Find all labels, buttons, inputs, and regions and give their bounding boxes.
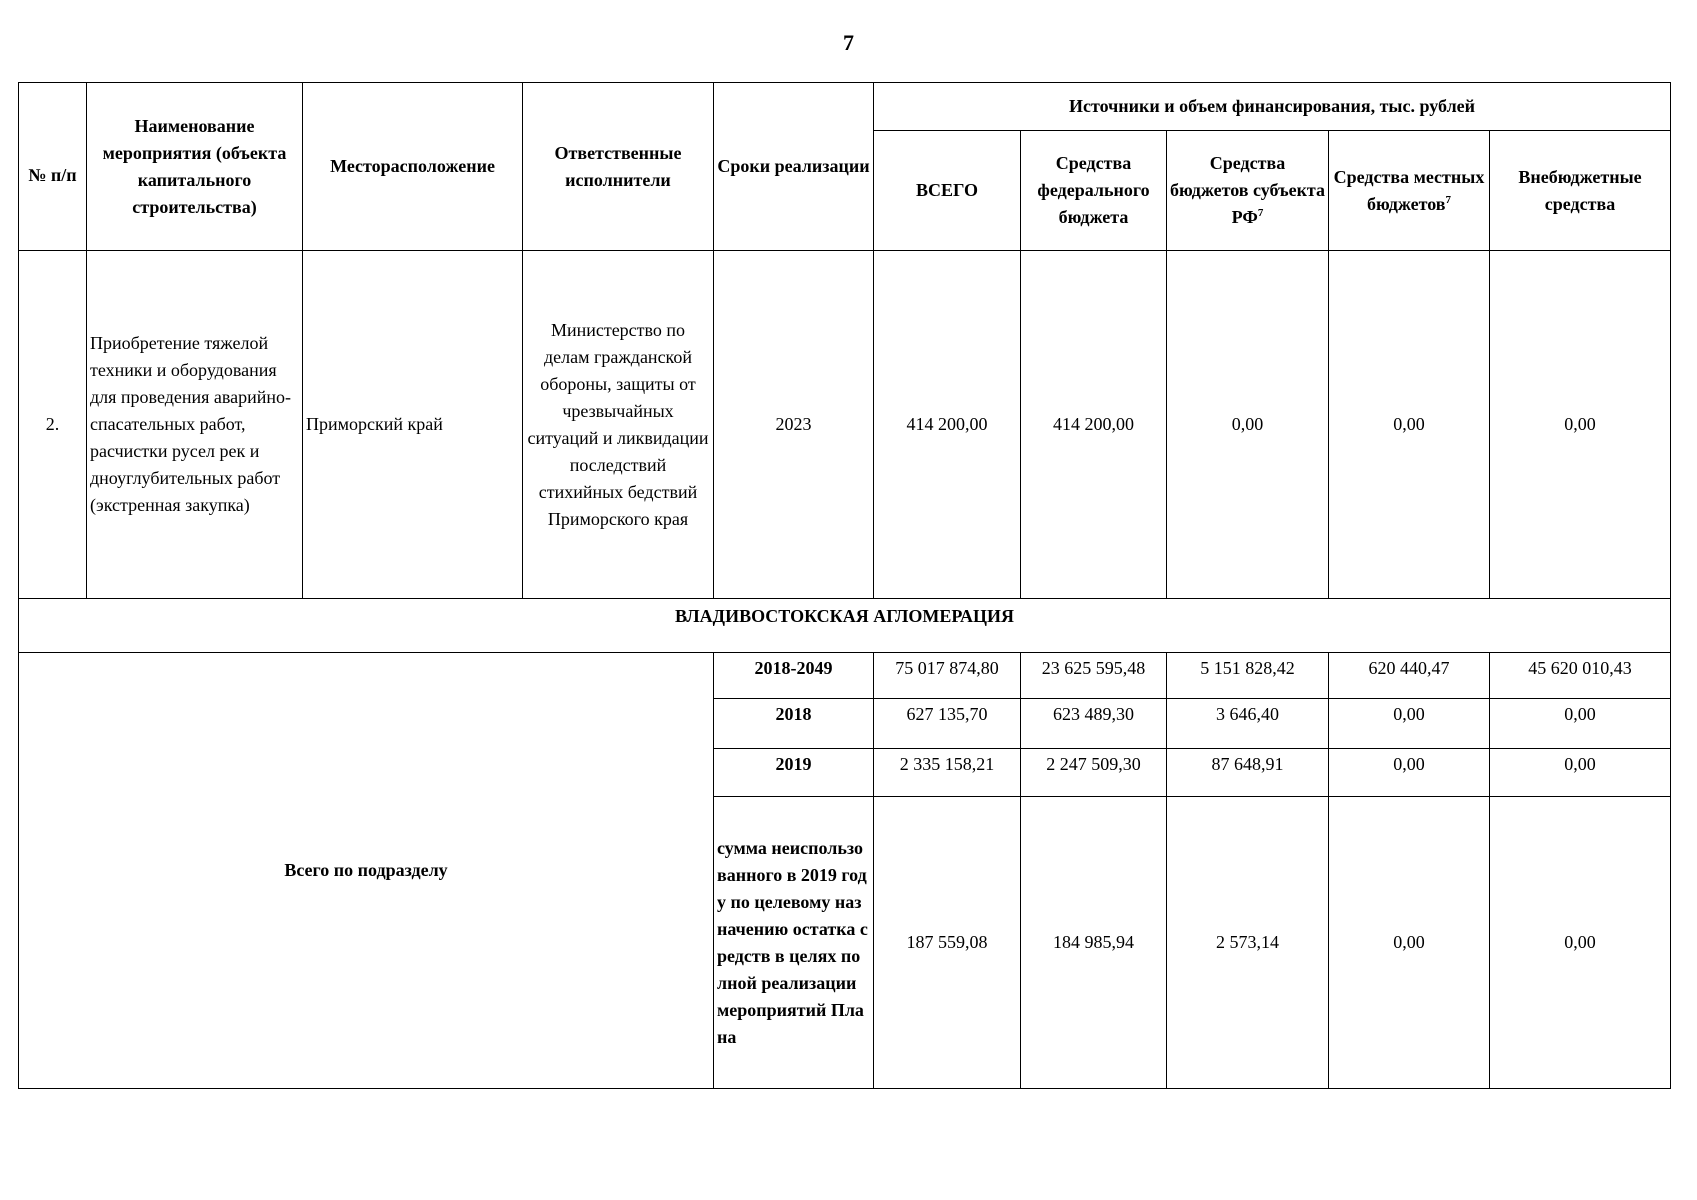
subtotal-label: Всего по подразделу	[19, 653, 714, 1089]
header-period: Сроки реализации	[714, 83, 874, 251]
subtotal-subject: 87 648,91	[1167, 749, 1329, 797]
header-local-footnote: 7	[1445, 193, 1451, 206]
item-local: 0,00	[1329, 251, 1490, 599]
subtotal-total: 187 559,08	[874, 797, 1021, 1089]
header-subject-footnote: 7	[1257, 207, 1264, 219]
subtotal-period: 2018	[714, 699, 874, 749]
subtotal-extra: 0,00	[1490, 797, 1671, 1089]
item-total: 414 200,00	[874, 251, 1021, 599]
subtotal-federal: 623 489,30	[1021, 699, 1167, 749]
item-location: Приморский край	[303, 251, 523, 599]
subtotal-federal: 184 985,94	[1021, 797, 1167, 1089]
item-num: 2.	[19, 251, 87, 599]
subtotal-federal: 2 247 509,30	[1021, 749, 1167, 797]
table-row-subtotal	[19, 653, 1671, 699]
item-period: 2023	[714, 251, 874, 599]
header-local-label: Средства местных бюджетов	[1333, 166, 1485, 214]
subtotal-extra: 0,00	[1490, 699, 1671, 749]
header-subject	[1167, 131, 1329, 251]
header-federal: Средства федерального бюджета	[1021, 131, 1167, 251]
header-total: ВСЕГО	[874, 131, 1021, 251]
item-responsible: Министерство по делам гражданской обороны, защиты от чрезвычайных ситуаций и ликвидации последствий стихийных бедствий Приморского края	[523, 251, 714, 599]
page-number: 7	[843, 30, 854, 55]
section-title: ВЛАДИВОСТОКСКАЯ АГЛОМЕРАЦИЯ	[19, 599, 1671, 653]
item-extra: 0,00	[1490, 251, 1671, 599]
item-federal: 414 200,00	[1021, 251, 1167, 599]
item-subject: 0,00	[1167, 251, 1329, 599]
subtotal-total: 2 335 158,21	[874, 749, 1021, 797]
subtotal-period: 2019	[714, 749, 874, 797]
subtotal-total: 627 135,70	[874, 699, 1021, 749]
table-row-item-2	[19, 251, 1671, 599]
header-extra: Внебюджетные средства	[1490, 131, 1671, 251]
header-num: № п/п	[19, 83, 87, 251]
subtotal-extra: 0,00	[1490, 749, 1671, 797]
header-subject-label: Средства бюджетов субъекта РФ	[1170, 153, 1325, 227]
header-responsible: Ответственные исполнители	[523, 83, 714, 251]
subtotal-period: сумма неиспользованного в 2019 году по целевому назначению остатка средств в целях полной реализации мероприятий Плана	[714, 797, 874, 1089]
header-location: Месторасположение	[303, 83, 523, 251]
subtotal-local: 620 440,47	[1329, 653, 1490, 699]
subtotal-subject: 2 573,14	[1167, 797, 1329, 1089]
subtotal-local: 0,00	[1329, 749, 1490, 797]
header-name: Наименование мероприятия (объекта капитального строительства)	[87, 83, 303, 251]
header-local	[1329, 131, 1490, 251]
financing-table	[18, 82, 1671, 1089]
subtotal-local: 0,00	[1329, 797, 1490, 1089]
header-sources-group: Источники и объем финансирования, тыс. рублей	[874, 83, 1671, 131]
subtotal-period: 2018-2049	[714, 653, 874, 699]
subtotal-subject: 5 151 828,42	[1167, 653, 1329, 699]
subtotal-federal: 23 625 595,48	[1021, 653, 1167, 699]
subtotal-local: 0,00	[1329, 699, 1490, 749]
subtotal-extra: 45 620 010,43	[1490, 653, 1671, 699]
subtotal-total: 75 017 874,80	[874, 653, 1021, 699]
subtotal-subject: 3 646,40	[1167, 699, 1329, 749]
item-name: Приобретение тяжелой техники и оборудования для проведения аварийно-спасательных работ, расчистки русел рек и дноуглубительных работ (экстренная закупка)	[87, 251, 303, 599]
